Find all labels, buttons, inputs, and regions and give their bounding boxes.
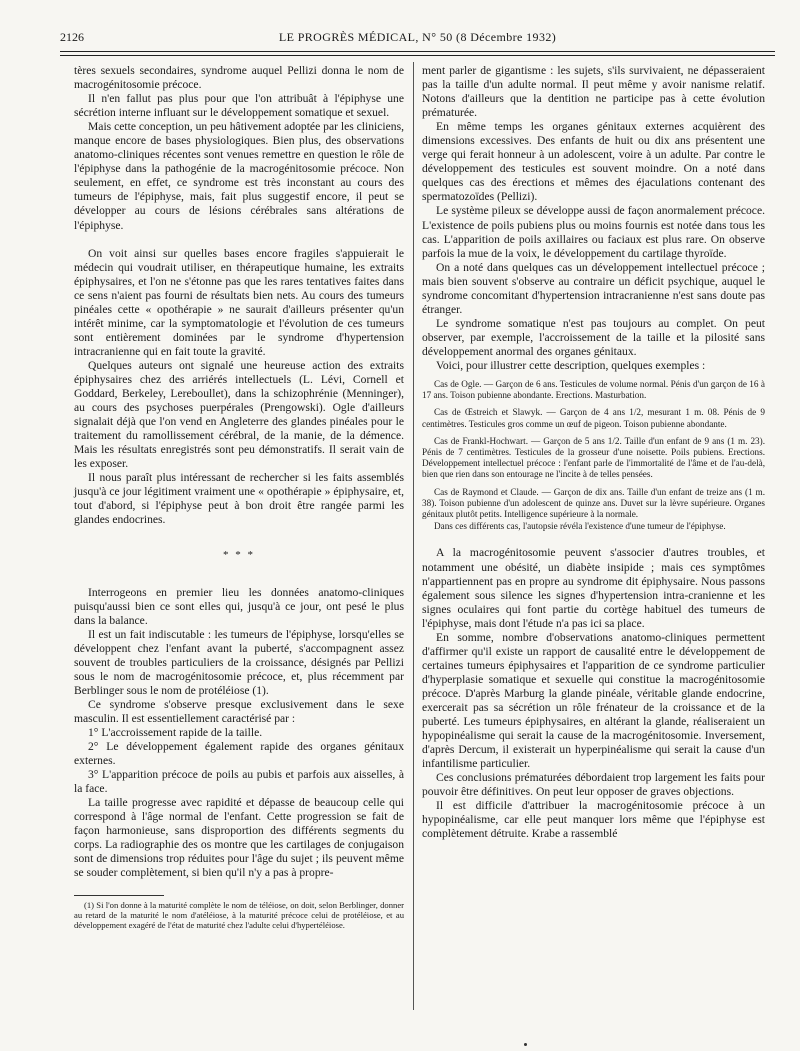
paragraph: Interrogeons en premier lieu les données anatomo-cliniques puisqu'aussi bien ce sont elles qui, jusqu'à ce jour, ont pesé le plus dans la balance. bbox=[74, 585, 404, 627]
case-report: Cas de Ogle. — Garçon de 6 ans. Testicules de volume normal. Pénis d'un garçon de 16 à 17 ans. Toison pubienne abondante. Erections. Masturbation. bbox=[422, 379, 765, 401]
paragraph: Il nous paraît plus intéressant de rechercher si les faits assemblés jusqu'à ce jour légitiment vraiment une « opothérapie » épiphysaire, et, tout d'abord, si l'épiphyse peut à bon droit être rangée parmi les glandes endocrines. bbox=[74, 471, 404, 527]
paragraph: Ces conclusions prématurées débordaient trop largement les faits pour pouvoir être définitives. On peut leur opposer de graves objections. bbox=[422, 771, 765, 799]
list-item: 2° Le développement également rapide des organes génitaux externes. bbox=[74, 740, 404, 768]
list-item: 1° L'accroissement rapide de la taille. bbox=[88, 726, 263, 740]
list-item: 3° L'apparition précoce de poils au pubis et parfois aux aisselles, à la face. bbox=[74, 768, 404, 796]
paragraph: Mais cette conception, un peu hâtivement adoptée par les cliniciens, manque encore de bases physiologiques. Bien plus, des observations anatomo-cliniques récentes sont venues remettre en question le rôle de l'épiphyse dans la pathogénie de la macrogénitosomie précoce. Non seulement, en effet, ce syndrome est très inconstant au cours des tumeurs de l'épiphyse, mais, fait plus suggestif encore, il peut se développer au cours de lésions cérébrales sans altérations de l'épiphyse. bbox=[74, 120, 404, 232]
paragraph: En même temps les organes génitaux externes acquièrent des dimensions excessives. Des enfants de huit ou dix ans présentent une verge qui ferait honneur à un adolescent, voire à un adulte. Par contre le développement des testicules est souvent moindre. On a noté dans quelques cas des érections et mêmes des éjaculations contenant des spermatozoïdes (Pellizi). bbox=[422, 120, 765, 204]
section-separator: * * * bbox=[223, 548, 255, 561]
footnote-rule bbox=[74, 895, 164, 896]
paragraph: En somme, nombre d'observations anatomo-cliniques permettent d'affirmer qu'il existe un rapport de causalité entre le développement de certaines tumeurs épiphysaires et l'apparition de ce syndrome particulier d'hyperplasie somatique et sexuelle qui constitue la macrogénitosomie précoce. D'après Marburg la glande pinéale, véritable glande endocrine, exercerait pas sa sécrétion un rôle frénateur de la croissance et de la puberté. Les tumeurs épiphysaires, en altérant la glande, réaliseraient un hypopinéalisme qui serait la cause de la macrogénitosomie. Inversement, d'après Dercum, il existerait un hyperpinéalisme qui serait la cause d'un infantilisme particulier. bbox=[422, 630, 765, 771]
column-divider bbox=[413, 62, 414, 1010]
paragraph: Quelques auteurs ont signalé une heureuse action des extraits épiphysaires chez des arriérés intellectuels (L. Lévi, Cornell et Goddard, Berkeley, Lereboullet), dans la schizophrénie (Menninger), au cours des psychoses puerpérales (Prengowski). Ogle d'ailleurs signalait déjà que l'on vend en Angleterre des glandes pinéales pour le traitement du ramollissement cérébral, de la manie, de la démence. Mais les résultats enregistrés sont peu démonstratifs. Il serait vain de les exposer. bbox=[74, 358, 404, 471]
case-summary: Dans ces différents cas, l'autopsie révéla l'existence d'une tumeur de l'épiphyse. bbox=[434, 521, 726, 532]
paragraph: On voit ainsi sur quelles bases encore fragiles s'appuierait le médecin qui voudrait utiliser, en thérapeutique humaine, les extraits épiphysaires, et l'on ne s'étonne pas que les rares tentatives faites dans ce sens n'aient pas fourni de résultats bien nets. Au cours des tumeurs pinéales cette « opothérapie » ne saurait d'ailleurs présenter qu'un intérêt minime, car la symptomatologie et l'évolution de ces tumeurs sont entièrement dominées par le syndrome d'hypertension intracranienne qui en fait toute la gravité. bbox=[74, 246, 404, 358]
page-header bbox=[60, 30, 775, 48]
running-title: LE PROGRÈS MÉDICAL, N° 50 (8 Décembre 1932) bbox=[278, 30, 557, 44]
paragraph: Il est difficile d'attribuer la macrogénitosomie précoce à un hypopinéalisme, car elle peut manquer lors même que l'épiphyse est complètement détruite. Krabe a rassemblé bbox=[422, 799, 765, 841]
paragraph: La taille progresse avec rapidité et dépasse de beaucoup celle qui correspond à l'âge normal de l'enfant. Cette progression se fait de façon harmonieuse, sans disproportion des différents segments du corps. La radiographie des os montre que les cartilages de conjugaison sont de dimensions trop réduites pour l'âge du sujet ; ils peuvent même se souder complètement, si bien qu'il n'y a pas à propre- bbox=[74, 796, 404, 880]
header-rule-bottom bbox=[60, 55, 775, 56]
paragraph: Il est un fait indiscutable : les tumeurs de l'épiphyse, lorsqu'elles se développent chez l'enfant avant la puberté, s'accompagnent assez souvent de troubles particuliers de la croissance, désignés par Pellizi sous le nom de macrogénitosomie précoce, et, plus récemment par Berblinger sous le nom de protéléiose (1). bbox=[74, 627, 404, 697]
footer-dot bbox=[524, 1043, 527, 1046]
paragraph: tères sexuels secondaires, syndrome auquel Pellizi donna le nom de macrogénitosomie précoce. bbox=[74, 64, 404, 92]
paragraph: Voici, pour illustrer cette description, quelques exemples : bbox=[436, 358, 706, 372]
case-report: Cas de Frankl-Hochwart. — Garçon de 5 ans 1/2. Taille d'un enfant de 9 ans (1 m. 23). Pénis de 7 centimètres. Testicules de la grosseur d'une noisette. Poils pubiens. Erections. Développement intellectuel précoce : l'enfant parle de l'immortalité de l'âme et de l'au-delà, bien que rien dans son entourage ne l'incite à de telles pensées. bbox=[422, 435, 765, 480]
case-report: Cas de Œstreich et Slawyk. — Garçon de 4 ans 1/2, mesurant 1 m. 08. Pénis de 9 centimètres. Testicules gros comme un œuf de pigeon. Toison pubienne abondante. bbox=[422, 407, 765, 429]
header-rule-top bbox=[60, 51, 775, 52]
page-number: 2126 bbox=[60, 30, 84, 44]
paragraph: On a noté dans quelques cas un développement intellectuel précoce ; mais bien souvent s'observe au contraire un déficit psychique, auquel le syndrome concomitant d'hypertension intracranienne n'est sans doute pas étranger. bbox=[422, 260, 765, 316]
case-report: Cas de Raymond et Claude. — Garçon de dix ans. Taille d'un enfant de treize ans (1 m. 38). Toison pubienne d'un adolescent de quinze ans. Duvet sur la lèvre supérieure. Organes génitaux plutôt petits. Intelligence supérieure à la normale. bbox=[422, 486, 765, 520]
left-column bbox=[74, 64, 404, 930]
right-column bbox=[422, 64, 765, 841]
paragraph: Ce syndrome s'observe presque exclusivement dans le sexe masculin. Il est essentiellement caractérisé par : bbox=[74, 697, 404, 725]
paragraph: Le syndrome somatique n'est pas toujours au complet. On peut observer, par exemple, l'accroissement de la taille et la pilosité sans développement anormal des organes génitaux. bbox=[422, 316, 765, 358]
paragraph: A la macrogénitosomie peuvent s'associer d'autres troubles, et notamment une obésité, un diabète insipide ; mais ces symptômes n'appartiennent pas en propre au syndrome dit épiphysaire. Nous passons également sous silence les signes d'hypertension intra-cranienne et les signes oculaires qui font partie du cortège habituel des tumeurs de l'épiphyse, mais dont l'étude n'a pas ici sa place. bbox=[422, 546, 765, 630]
footnote: (1) Si l'on donne à la maturité complète le nom de téléiose, on doit, selon Berblinger, donner au retard de la maturité le nom d'atéléiose, à la maturité précoce celui de protéléiose, et au développement exagéré de l'état de maturité chez l'adulte celui d'hypertéléiose. bbox=[74, 899, 404, 930]
paragraph: Il n'en fallut pas plus pour que l'on attribuât à l'épiphyse une sécrétion interne influant sur le développement somatique et sexuel. bbox=[74, 92, 404, 120]
paragraph: ment parler de gigantisme : les sujets, s'ils survivaient, ne dépasseraient pas la taille d'un adulte normal. Il peut même y avoir nanisme relatif. Notons d'ailleurs que la dentition ne participe pas à cette évolution prématurée. bbox=[422, 64, 765, 120]
paragraph: Le système pileux se développe aussi de façon anormalement précoce. L'existence de poils pubiens plus ou moins fournis est notée dans tous les cas. L'apparition de poils axillaires ou faciaux est plus rare. On observe parfois la mue de la voix, le développement du cartilage thyroïde. bbox=[422, 204, 765, 260]
